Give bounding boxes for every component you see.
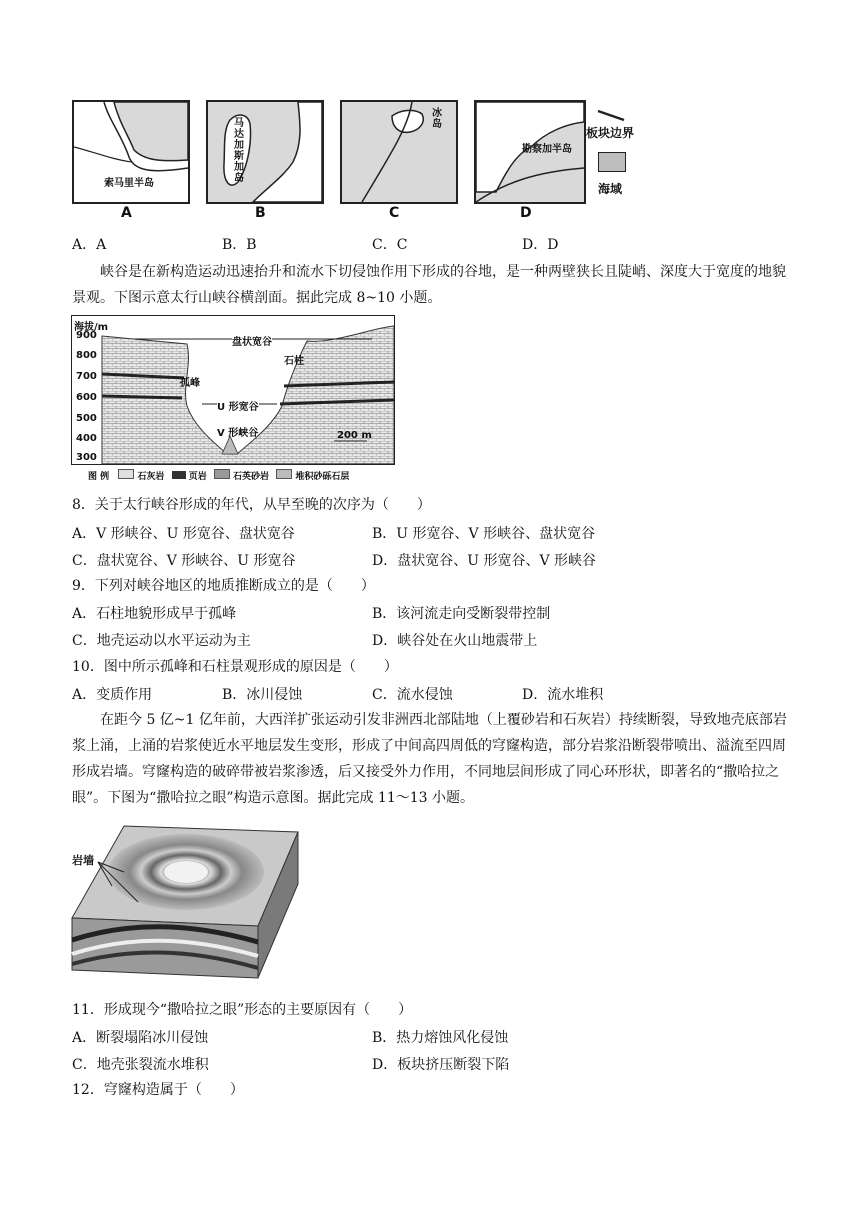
gravel-swatch — [276, 469, 292, 479]
y-tick-700: 700 — [76, 371, 97, 382]
q9-stem: 9．下列对峡谷地区的地质推断成立的是（ ） — [72, 578, 375, 594]
map-b — [206, 100, 324, 204]
label-plate-valley: 盘状宽谷 — [232, 333, 272, 348]
q9-option-a: A．石柱地貌形成早于孤峰 — [72, 606, 237, 622]
q11-option-d: D．板块挤压断裂下陷 — [372, 1057, 510, 1073]
y-tick-900: 900 — [76, 330, 97, 341]
q10-option-d: D．流水堆积 — [522, 687, 604, 703]
q10-option-c: C．流水侵蚀 — [372, 687, 453, 703]
limestone-swatch — [118, 469, 134, 479]
label-u-valley: U 形宽谷 — [217, 398, 259, 413]
map-a-place: 索马里半岛 — [104, 178, 154, 189]
q10-option-a: A．变质作用 — [72, 687, 153, 703]
q7-option-d: D．D — [522, 237, 559, 253]
y-tick-600: 600 — [76, 392, 97, 403]
label-stone-pillar: 石柱 — [284, 356, 304, 367]
map-b-letter: B — [255, 205, 266, 221]
intro-paragraph-2: 在距今 5 亿~1 亿年前，大西洋扩张运动引发非洲西北部陆地（上覆砂岩和石灰岩）持续断裂，导致地壳底部岩浆上涌，上涌的岩浆使近水平地层发生变形，形成了中间高四周低的穹窿构造，部分岩浆沿断裂带喷出、溢流至四周形成岩墙。穹窿构造的破碎带被岩浆渗透，后又接受外力作用，不同地层间形成了同心环形状，即著名的“撒哈拉之眼”。下图为“撒哈拉之眼”构造示意图。据此完成 11～13 小题。 — [72, 712, 787, 806]
q11-stem: 11．形成现今“撒哈拉之眼”形态的主要原因有（ ） — [72, 1002, 413, 1018]
y-tick-400: 400 — [76, 433, 97, 444]
q8-stem: 8．关于太行峡谷形成的年代，从早至晚的次序为（ ） — [72, 497, 431, 513]
sea-legend-swatch — [598, 152, 626, 172]
sahara-eye-block-diagram — [68, 822, 300, 988]
y-tick-300: 300 — [76, 452, 97, 463]
legend-limestone: 石灰岩 — [137, 472, 165, 482]
q9-option-d: D．峡谷处在火山地震带上 — [372, 633, 538, 649]
map-a — [72, 100, 190, 204]
q11-option-a: A．断裂塌陷冰川侵蚀 — [72, 1030, 209, 1046]
q8-option-c: C．盘状宽谷、V 形峡谷、U 形宽谷 — [72, 553, 296, 569]
scale-label: 200 m — [337, 430, 372, 441]
canyon-figure — [71, 315, 395, 465]
legend-boundary-label: 板块边界 — [586, 126, 635, 140]
q8-option-d: D．盘状宽谷、U 形宽谷、V 形峡谷 — [372, 553, 597, 569]
q9-option-b: B．该河流走向受断裂带控制 — [372, 606, 551, 622]
q10-option-b: B．冰川侵蚀 — [222, 687, 303, 703]
canyon-legend — [88, 469, 349, 482]
map-d-letter: D — [520, 205, 532, 221]
legend-sea-label: 海域 — [598, 182, 623, 196]
y-tick-800: 800 — [76, 350, 97, 361]
legend-shale: 页岩 — [188, 472, 207, 482]
q7-option-c: C．C — [372, 237, 408, 253]
q7-option-a: A．A — [72, 237, 107, 253]
q12-stem: 12．穹窿构造属于（ ） — [72, 1082, 244, 1098]
sandstone-swatch — [214, 469, 230, 479]
map-d — [474, 100, 586, 204]
legend-sandstone: 石英砂岩 — [233, 472, 270, 482]
map-c-place: 冰岛 — [432, 108, 442, 130]
legend-gravel: 堆积砂砾石层 — [295, 472, 350, 482]
intro-paragraph-1: 峡谷是在新构造运动迅速抬升和流水下切侵蚀作用下形成的谷地，是一种两壁狭长且陡峭、深度大于宽度的地貌景观。下图示意太行山峡谷横剖面。据此完成 8~10 小题。 — [72, 264, 786, 306]
map-c-letter: C — [389, 205, 400, 221]
label-lone-peak: 孤峰 — [180, 378, 200, 389]
q10-stem: 10．图中所示孤峰和石柱景观形成的原因是（ ） — [72, 659, 398, 675]
boundary-legend-icon — [596, 108, 626, 124]
y-axis-label: 海拔/m — [74, 322, 109, 333]
q8-option-b: B．U 形宽谷、V 形峡谷、盘状宽谷 — [372, 526, 596, 542]
map-a-letter: A — [121, 205, 132, 221]
q7-option-b: B．B — [222, 237, 257, 253]
q9-option-c: C．地壳运动以水平运动为主 — [72, 633, 251, 649]
shale-swatch — [172, 471, 186, 479]
map-b-place: 马达加斯加岛 — [234, 118, 244, 184]
legend-title: 图 例 — [88, 472, 110, 482]
dike-label: 岩墙 — [72, 854, 94, 867]
map-b-drawing — [208, 102, 322, 202]
map-c — [340, 100, 458, 204]
map-d-place: 勘察加半岛 — [522, 144, 572, 155]
q8-option-a: A．V 形峡谷、U 形宽谷、盘状宽谷 — [72, 526, 295, 542]
label-v-gorge: V 形峡谷 — [217, 428, 259, 439]
q11-option-b: B．热力熔蚀风化侵蚀 — [372, 1030, 509, 1046]
y-tick-500: 500 — [76, 413, 97, 424]
q11-option-c: C．地壳张裂流水堆积 — [72, 1057, 209, 1073]
